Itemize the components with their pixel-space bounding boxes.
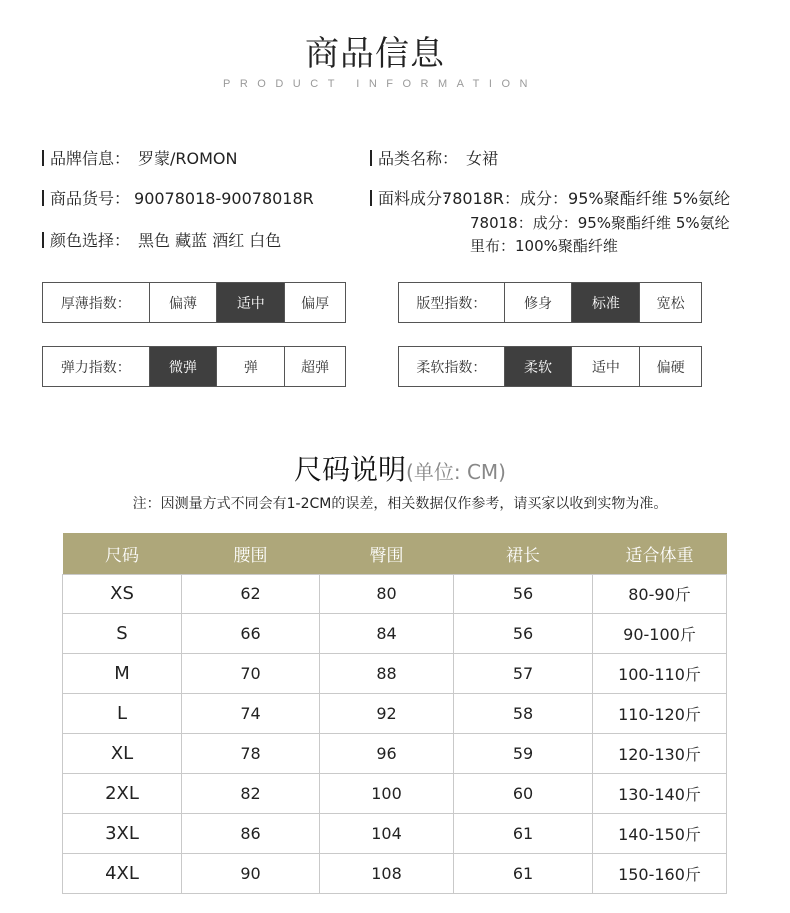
sku-value: 90078018-90078018R (134, 189, 314, 208)
thickness-option-medium: 适中 (216, 283, 284, 322)
waist-cell: 70 (182, 654, 320, 694)
fit-option-loose: 宽松 (639, 283, 701, 322)
length-cell: 61 (454, 813, 593, 853)
column-header: 适合体重 (593, 533, 727, 574)
thickness-index-label: 厚薄指数： (60, 295, 131, 312)
label-bar (42, 232, 44, 248)
length-cell: 60 (454, 773, 593, 813)
waist-cell: 66 (182, 614, 320, 654)
waist-cell: 62 (182, 574, 320, 614)
hip-cell: 108 (320, 853, 454, 893)
softness-option-hard: 偏硬 (639, 347, 701, 386)
label-bar (42, 150, 44, 166)
softness-index (398, 346, 702, 387)
weight-cell: 90-100斤 (593, 614, 727, 654)
weight-cell: 150-160斤 (593, 853, 727, 893)
column-header: 臀围 (320, 533, 454, 574)
size-cell: L (63, 694, 182, 734)
label-bar (370, 150, 372, 166)
sku-label: 商品货号： (50, 189, 131, 208)
softness-index-label: 柔软指数： (416, 359, 487, 376)
table-header-row (63, 533, 727, 574)
weight-cell: 140-150斤 (593, 813, 727, 853)
column-header: 裙长 (454, 533, 593, 574)
weight-cell: 80-90斤 (593, 574, 727, 614)
column-header: 尺码 (63, 533, 182, 574)
hip-cell: 100 (320, 773, 454, 813)
thickness-option-thick: 偏厚 (284, 283, 345, 322)
waist-cell: 90 (182, 853, 320, 893)
length-cell: 56 (454, 574, 593, 614)
hip-cell: 80 (320, 574, 454, 614)
length-cell: 59 (454, 734, 593, 774)
column-header: 腰围 (182, 533, 320, 574)
hip-cell: 96 (320, 734, 454, 774)
sku-info (42, 186, 314, 209)
size-cell: XS (63, 574, 182, 614)
color-info (42, 228, 281, 251)
waist-cell: 82 (182, 773, 320, 813)
table-row (63, 614, 727, 654)
page-subtitle: PRODUCT INFORMATION (223, 78, 537, 90)
size-cell: S (63, 614, 182, 654)
size-cell: 4XL (63, 853, 182, 893)
fit-option-standard: 标准 (571, 283, 639, 322)
brand-info (42, 146, 238, 169)
fabric-label: 面料成分： (378, 189, 459, 208)
weight-cell: 130-140斤 (593, 773, 727, 813)
size-note: 注：因测量方式不同会有1-2CM的误差，相关数据仅作参考，请买家以收到实物为准。 (132, 496, 668, 512)
table-row (63, 813, 727, 853)
elasticity-index (42, 346, 346, 387)
page-title: 商品信息 (305, 34, 445, 74)
table-row (63, 853, 727, 893)
size-cell: 2XL (63, 773, 182, 813)
fit-index (398, 282, 702, 323)
length-cell: 61 (454, 853, 593, 893)
color-value: 黑色 藏蓝 酒红 白色 (138, 231, 282, 250)
fit-option-slim: 修身 (504, 283, 572, 322)
hip-cell: 84 (320, 614, 454, 654)
size-cell: 3XL (63, 813, 182, 853)
waist-cell: 86 (182, 813, 320, 853)
elasticity-option-elastic: 弹 (216, 347, 284, 386)
table-row (63, 773, 727, 813)
length-cell: 57 (454, 654, 593, 694)
category-value: 女裙 (466, 149, 499, 168)
length-cell: 58 (454, 694, 593, 734)
brand-label: 品牌信息： (50, 149, 131, 168)
softness-option-medium: 适中 (571, 347, 639, 386)
color-label: 颜色选择： (50, 231, 131, 250)
hip-cell: 92 (320, 694, 454, 734)
size-unit: (单位: CM) (406, 460, 506, 484)
fabric-line-3: 里布：100%聚酯纤维 (470, 237, 618, 255)
fit-index-label: 版型指数： (416, 295, 487, 312)
length-cell: 56 (454, 614, 593, 654)
waist-cell: 78 (182, 734, 320, 774)
thickness-option-thin: 偏薄 (149, 283, 217, 322)
category-info (370, 146, 498, 169)
hip-cell: 104 (320, 813, 454, 853)
waist-cell: 74 (182, 694, 320, 734)
table-row (63, 734, 727, 774)
label-bar (370, 190, 372, 206)
elasticity-option-slight: 微弹 (149, 347, 217, 386)
size-cell: M (63, 654, 182, 694)
weight-cell: 110-120斤 (593, 694, 727, 734)
size-cell: XL (63, 734, 182, 774)
fabric-line-1: 78018R：成分：95%聚酯纤维 5%氨纶 (442, 189, 731, 208)
size-section-title (0, 448, 790, 488)
weight-cell: 100-110斤 (593, 654, 727, 694)
brand-value: 罗蒙/ROMON (138, 149, 238, 168)
thickness-index (42, 282, 346, 323)
table-row (63, 574, 727, 614)
category-label: 品类名称： (378, 149, 459, 168)
elasticity-index-label: 弹力指数： (60, 359, 131, 376)
label-bar (42, 190, 44, 206)
hip-cell: 88 (320, 654, 454, 694)
fabric-info (370, 186, 730, 209)
table-row (63, 694, 727, 734)
softness-option-soft: 柔软 (504, 347, 572, 386)
fabric-line-2: 78018：成分：95%聚酯纤维 5%氨纶 (470, 214, 730, 232)
table-row (63, 654, 727, 694)
size-table (62, 533, 727, 894)
weight-cell: 120-130斤 (593, 734, 727, 774)
elasticity-option-super: 超弹 (284, 347, 345, 386)
size-title-text: 尺码说明 (294, 453, 407, 486)
